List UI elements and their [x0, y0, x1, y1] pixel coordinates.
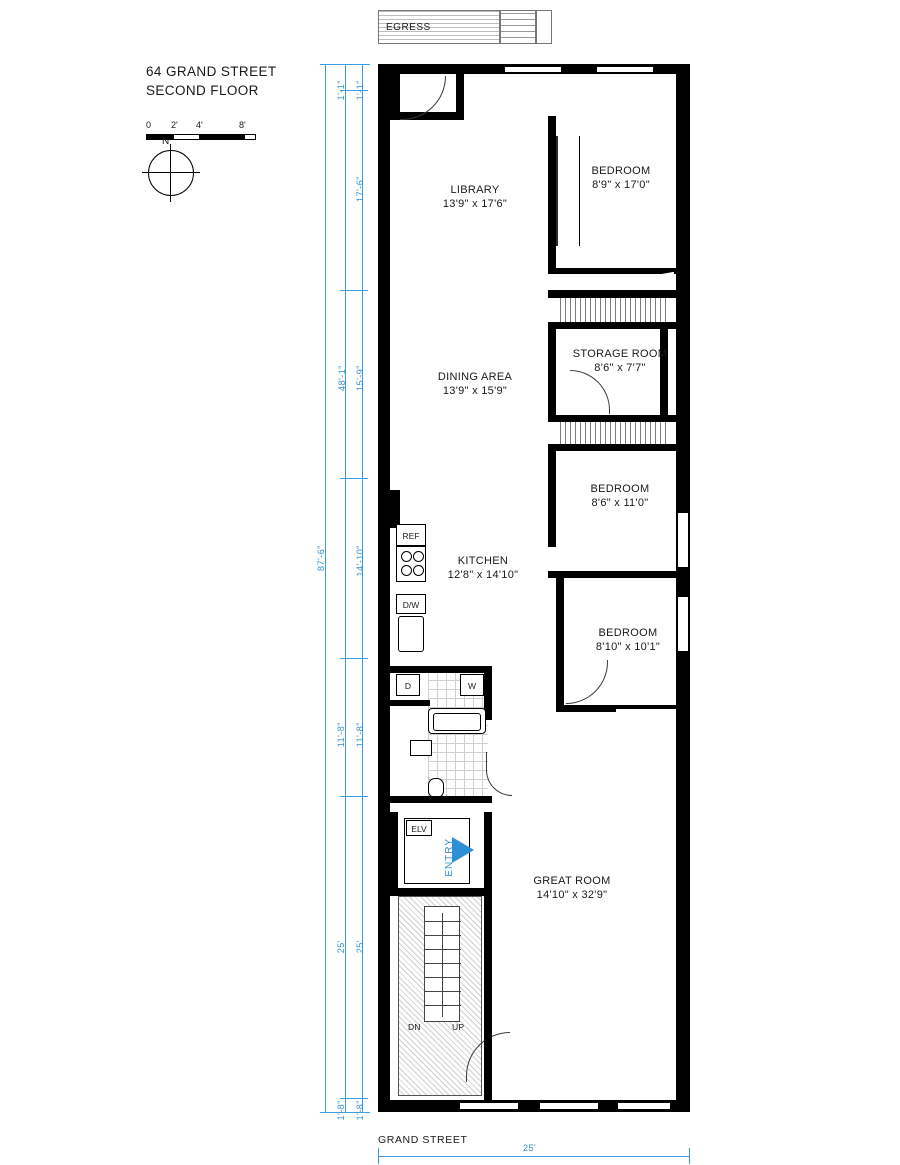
dim-left-1-1-a: 1'-1"	[336, 80, 346, 101]
closet1-wall-bottom	[548, 322, 678, 329]
closet2-shelving	[560, 422, 668, 445]
room-label-bedroom-2: BEDROOM 8'6" x 11'0"	[590, 483, 650, 509]
dim-left-25-b: 25'	[355, 940, 365, 954]
vanity-sink	[410, 740, 432, 756]
dim-left-14-10: 14'-10"	[355, 545, 365, 577]
compass-rose	[148, 136, 196, 198]
window-south-3	[618, 1102, 670, 1110]
scale-tick-3: 8'	[239, 120, 246, 130]
storage-wall-west	[548, 329, 556, 415]
toilet	[428, 778, 444, 798]
dim-48-1: 48'-1"	[337, 365, 347, 391]
room-label-great-room: GREAT ROOM 14'10" x 32'9"	[533, 875, 611, 901]
bedroom3-wall-west	[556, 578, 564, 712]
dim-bottom-25: 25'	[523, 1143, 537, 1153]
room-label-storage: STORAGE ROOM 8'6" x 7'7"	[572, 348, 668, 374]
stair-down-label: DN	[408, 1022, 421, 1032]
window-north-2	[597, 66, 653, 73]
bedroom2-wall-west	[548, 451, 556, 547]
dimline-bottom	[378, 1156, 690, 1157]
closet1-shelving	[560, 298, 668, 323]
scale-seg-3	[200, 134, 244, 140]
elevator-wall-left	[390, 812, 398, 890]
vestibule-wall-right	[456, 74, 464, 120]
sink	[398, 616, 424, 652]
compass-north-label: N	[162, 136, 170, 147]
stair-run	[424, 906, 460, 1022]
plan-address: 64 GRAND STREET	[146, 64, 277, 79]
window-south-2	[540, 1102, 598, 1110]
title-block	[146, 62, 277, 100]
bedroom2-wall-south	[548, 571, 678, 578]
room-label-kitchen: KITCHEN 12'8" x 14'10"	[447, 555, 519, 581]
bedroom3-wall-south-b	[616, 705, 678, 709]
elevator-wall-right	[484, 812, 492, 892]
dim-overall-87-6: 87'-6"	[316, 545, 326, 571]
window-north-1	[505, 66, 561, 73]
elevator-wall-bottom	[390, 888, 492, 896]
window-east-1	[678, 512, 688, 568]
dim-left-11-8-a: 11'-8"	[336, 722, 346, 748]
bedroom1-window-wall	[556, 136, 580, 246]
laundry-wall	[390, 700, 430, 706]
dim-left-1-1-b: 1'-1"	[355, 80, 365, 101]
dimline-right-group	[345, 64, 346, 1112]
bath-wall-top	[390, 666, 490, 673]
dimline-left-group	[362, 64, 363, 1112]
closet1-wall-top	[548, 290, 678, 298]
room-label-bedroom-3: BEDROOM 8'10" x 10'1"	[595, 627, 661, 653]
dishwasher: D/W	[396, 594, 426, 614]
dimline-overall	[325, 64, 326, 1112]
dim-left-1-8-a: 1'-8"	[336, 1100, 346, 1121]
bedroom3-wall-south-a	[556, 705, 616, 712]
refrigerator: REF	[396, 524, 426, 546]
scale-tick-1: 2'	[171, 120, 178, 130]
dim-left-25-a: 25'	[336, 940, 346, 954]
entry-arrow-icon	[452, 837, 474, 863]
closet2-wall-top	[548, 415, 678, 422]
dim-left-1-8-b: 1'-8"	[355, 1100, 365, 1121]
scale-seg-2	[173, 134, 200, 140]
exterior-wall-west	[378, 64, 390, 1112]
scale-tick-2: 4'	[196, 120, 203, 130]
egress-stair	[500, 10, 536, 44]
plan-floor: SECOND FLOOR	[146, 83, 259, 98]
stair-up-label: UP	[452, 1022, 465, 1032]
scale-seg-4	[244, 134, 256, 140]
bath-wall-bottom	[390, 796, 492, 803]
closet2-wall-bottom	[548, 444, 678, 451]
great-room-wall-west	[484, 888, 492, 1100]
bedroom1-wall-west	[548, 116, 556, 268]
window-east-2	[678, 596, 688, 652]
window-south-1	[460, 1102, 518, 1110]
washer: W	[460, 674, 484, 696]
dim-left-17-6: 17'-6"	[355, 176, 365, 202]
elevator-label: ELV	[406, 820, 432, 836]
entry-label: ENTRY	[444, 838, 455, 877]
kitchen-wall-stub	[390, 490, 400, 528]
egress-label: EGRESS	[386, 22, 431, 33]
scale-tick-0: 0	[146, 120, 152, 130]
exterior-wall-east	[676, 64, 690, 1112]
dim-left-11-8-b: 11'-8"	[355, 722, 365, 748]
bathtub	[428, 708, 486, 734]
range	[396, 546, 426, 582]
room-label-bedroom-1: BEDROOM 8'9" x 17'0"	[591, 165, 651, 191]
dryer: D	[396, 674, 420, 696]
room-label-library: LIBRARY 13'9" x 17'6"	[442, 184, 508, 210]
room-label-dining: DINING AREA 13'9" x 15'9"	[437, 371, 513, 397]
egress-landing	[536, 10, 552, 44]
dim-left-15-9: 15'-9"	[355, 365, 365, 391]
street-label-grand: GRAND STREET	[378, 1134, 468, 1146]
